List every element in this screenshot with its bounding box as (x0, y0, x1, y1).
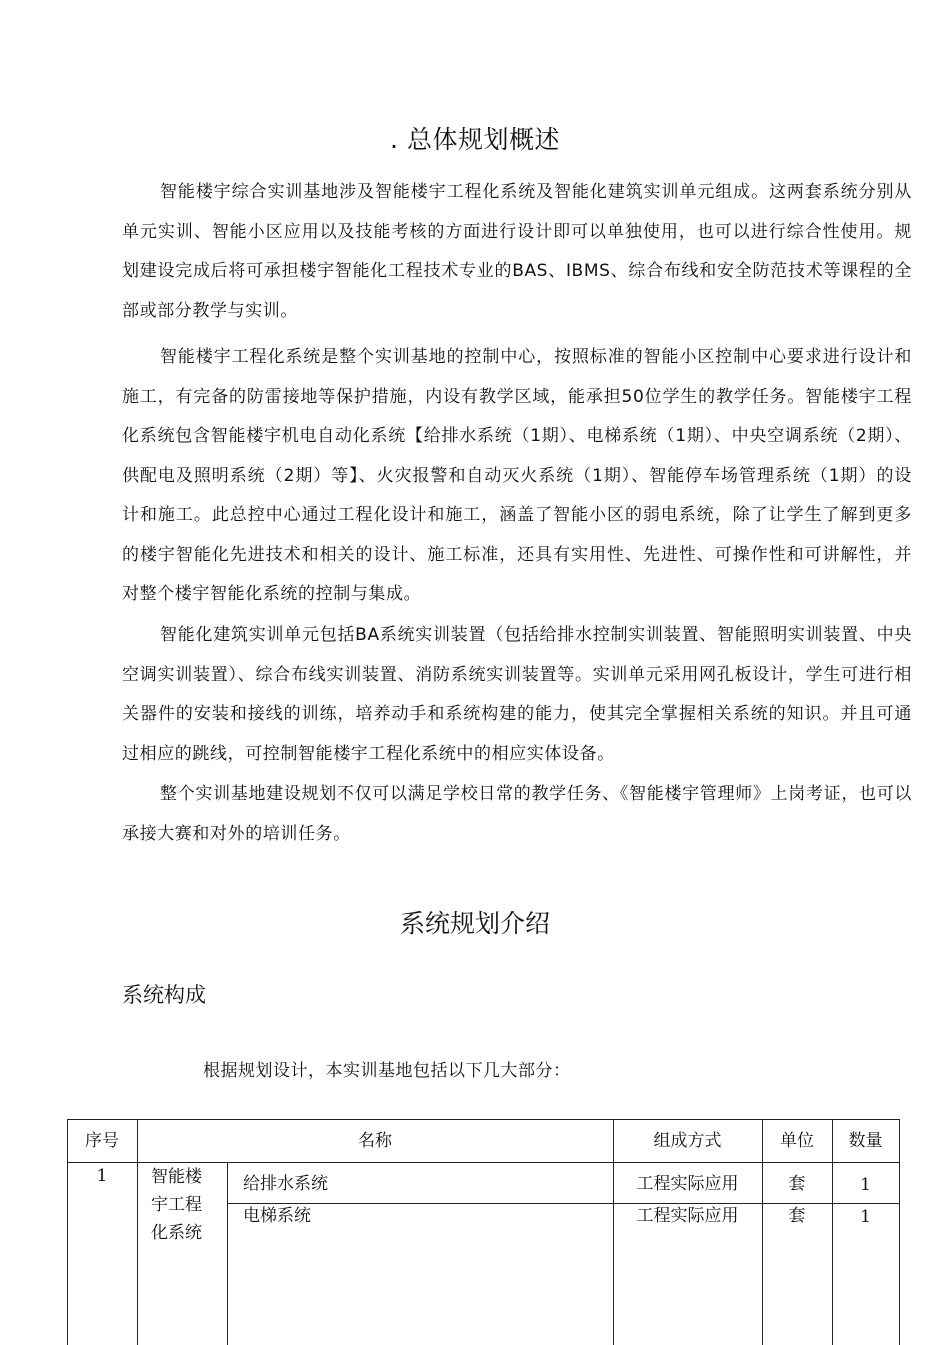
composition-table (67, 1119, 900, 1345)
table-row-qty: 1 (860, 1207, 871, 1227)
header-qty: 数量 (848, 1131, 883, 1151)
subsection-title: 系统构成 (122, 983, 206, 1007)
paragraph: 智能楼宇综合实训基地涉及智能楼宇工程化系统及智能化建筑实训单元组成。这两套系统分别从单元实训、智能小区应用以及技能考核的方面进行设计即可以单独使用，也可以进行综合性使用。规划建设完成后将可承担楼宇智能化工程技术专业的BAS、IBMS、综合布线和安全防范技术等课程的全部或部分教学与实训。 (122, 182, 912, 321)
intro-text: 根据规划设计，本实训基地包括以下几大部分： (203, 1061, 571, 1081)
paragraph: 整个实训基地建设规划不仅可以满足学校日常的教学任务、《智能楼宇管理师》上岗考证，也可以承接大赛和对外的培训任务。 (122, 784, 912, 844)
paragraph: 智能化建筑实训单元包括BA系统实训装置（包括给排水控制实训装置、智能照明实训装置、中央空调实训装置）、综合布线实训装置、消防系统实训装置等。实训单元采用网孔板设计，学生可进行相关器件的安装和接线的训练，培养动手和系统构建的能力，使其完全掌握相关系统的知识。并且可通过相应的跳线，可控制智能楼宇工程化系统中的相应实体设备。 (122, 625, 912, 764)
header-name: 名称 (358, 1131, 392, 1151)
table-row-name: 给排水系统 (243, 1174, 328, 1194)
table-row-method: 工程实际应用 (636, 1174, 739, 1194)
section-title: . 总体规划概述 (390, 125, 560, 154)
table-row-unit: 套 (788, 1206, 806, 1226)
table-row-unit: 套 (788, 1174, 806, 1194)
header-unit: 单位 (780, 1131, 814, 1151)
header-method: 组成方式 (653, 1131, 722, 1151)
section2-title: 系统规划介绍 (399, 909, 550, 938)
group-name: 智能楼宇工程化系统 (151, 1167, 202, 1243)
table-row-method: 工程实际应用 (636, 1206, 739, 1226)
row-index: 1 (96, 1166, 108, 1186)
table-row-name: 电梯系统 (243, 1206, 311, 1226)
paragraph: 智能楼宇工程化系统是整个实训基地的控制中心，按照标准的智能小区控制中心要求进行设计和施工，有完备的防雷接地等保护措施，内设有教学区域，能承担50位学生的教学任务。智能楼宇工程化系统包含智能楼宇机电自动化系统【给排水系统（1期）、电梯系统（1期）、中央空调系统（2期）、供配电及照明系统（2期）等】、火灾报警和自动灭火系统（1期）、智能停车场管理系统（1期）的设计和施工。此总控中心通过工程化设计和施工，涵盖了智能小区的弱电系统，除了让学生了解到更多的楼宇智能化先进技术和相关的设计、施工标准，还具有实用性、先进性、可操作性和可讲解性，并对整个楼宇智能化系统的控制与集成。 (122, 347, 912, 604)
header-index: 序号 (85, 1131, 119, 1151)
table-row-qty: 1 (860, 1175, 871, 1195)
